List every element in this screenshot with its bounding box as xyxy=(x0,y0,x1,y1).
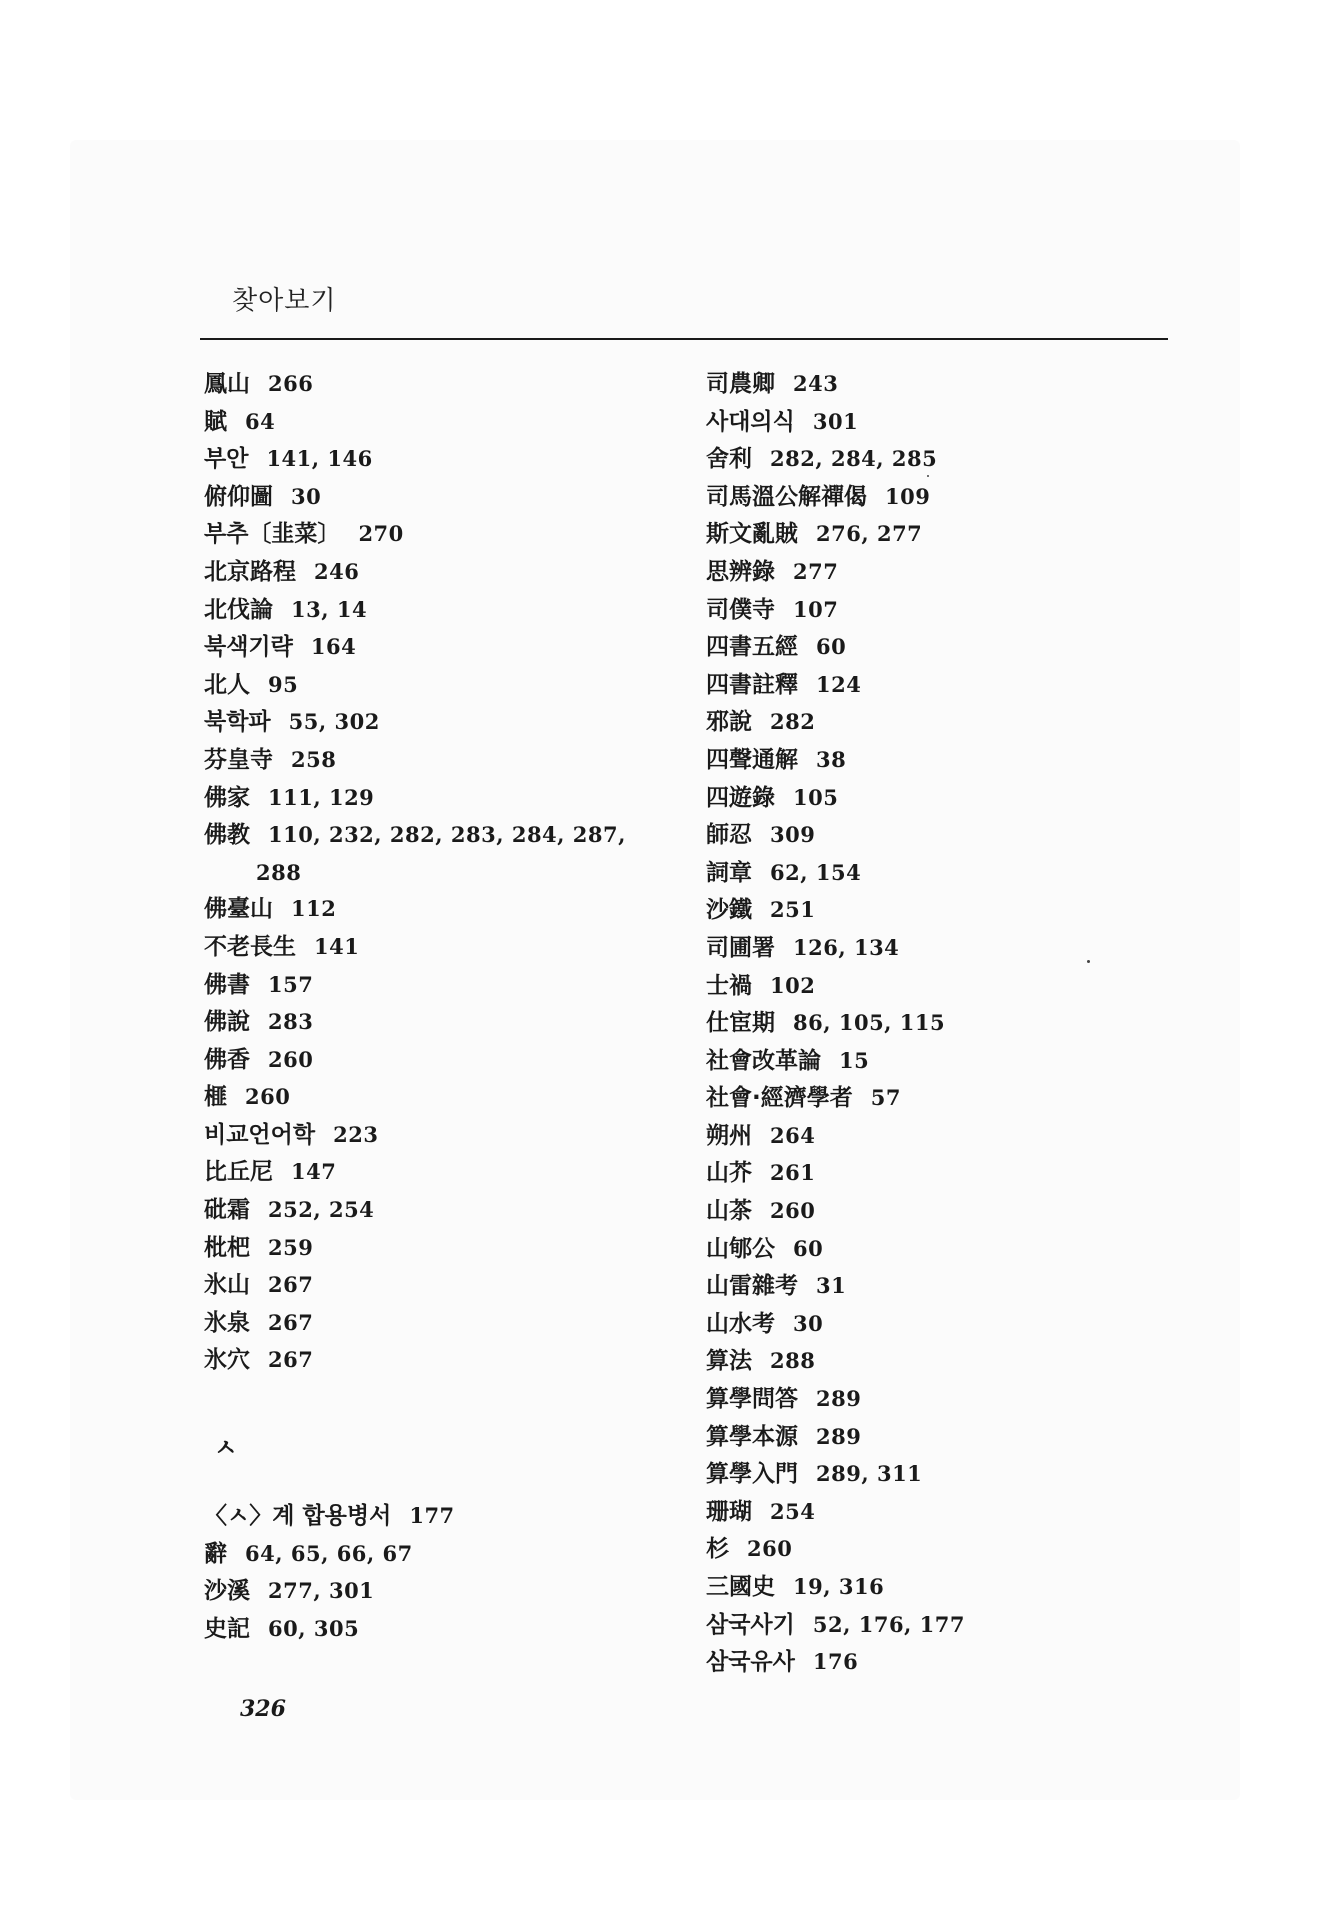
index-entry-pages: 267 xyxy=(268,1309,314,1335)
index-entry xyxy=(706,1531,1136,1569)
index-entry-term: 佛家 xyxy=(204,784,250,811)
header-rule xyxy=(200,338,1168,340)
index-entry-pages: 124 xyxy=(816,671,862,697)
index-entry xyxy=(706,1080,1136,1118)
index-entry xyxy=(706,592,1136,630)
index-entry xyxy=(204,1042,674,1080)
index-entry-term: 北人 xyxy=(204,671,250,698)
index-entry xyxy=(204,929,674,967)
index-entry-pages: 64, 65, 66, 67 xyxy=(245,1540,413,1566)
index-entry-term: 北伐論 xyxy=(204,596,273,623)
index-entry-pages: 177 xyxy=(409,1503,455,1528)
index-entry-pages: 282, 284, 285 xyxy=(770,446,938,472)
index-entry-pages: 109 xyxy=(885,483,931,509)
index-entry-term: 算學入門 xyxy=(706,1461,798,1488)
index-entry-pages: 266 xyxy=(268,371,314,396)
index-entry xyxy=(204,479,674,517)
index-entry-pages: 60 xyxy=(816,634,847,660)
index-entry-term: 佛香 xyxy=(204,1046,250,1073)
index-entry xyxy=(706,1268,1136,1306)
index-entry xyxy=(204,1498,674,1536)
index-entry-pages: 277 xyxy=(793,558,839,584)
index-entry xyxy=(706,1607,1136,1645)
index-entry xyxy=(706,1494,1136,1532)
index-entry-term: 社會·經濟學者 xyxy=(706,1085,853,1112)
index-entry xyxy=(706,780,1136,818)
index-entry xyxy=(706,1343,1136,1381)
index-entry-pages: 31 xyxy=(816,1273,847,1299)
index-entry-term: 算學問答 xyxy=(706,1386,798,1413)
index-entry-pages: 141, 146 xyxy=(266,446,373,472)
index-entry-term: 四聲通解 xyxy=(706,746,798,773)
index-entry-pages: 260 xyxy=(268,1046,314,1072)
index-entry-term: 山茶 xyxy=(706,1198,752,1225)
index-entry xyxy=(706,1043,1136,1081)
index-entry-pages: 243 xyxy=(793,371,839,396)
index-entry xyxy=(706,516,1136,554)
index-entry-pages: 95 xyxy=(268,671,299,697)
index-entry xyxy=(706,1456,1136,1494)
index-entry-term: 思辨錄 xyxy=(706,558,775,585)
running-head: 찾아보기 xyxy=(232,286,337,316)
index-entry xyxy=(204,1117,674,1155)
index-entry-term: 氷穴 xyxy=(204,1347,250,1374)
index-entry-pages: 157 xyxy=(268,971,314,997)
index-entry-pages: 86, 105, 115 xyxy=(793,1010,946,1036)
index-entry xyxy=(204,1573,674,1611)
index-entry xyxy=(204,592,674,630)
index-entry xyxy=(706,1419,1136,1457)
index-entry-term: 四遊錄 xyxy=(706,784,775,811)
index-entry-pages: 276, 277 xyxy=(816,521,923,547)
index-entry xyxy=(204,516,674,554)
index-entry xyxy=(706,1231,1136,1269)
index-entry xyxy=(706,554,1136,592)
index-entry-pages: 289 xyxy=(816,1386,862,1412)
index-entry-term: 四書五經 xyxy=(706,634,798,661)
index-entry-term: 司圃署 xyxy=(706,934,775,961)
index-entry-pages: 60, 305 xyxy=(268,1615,360,1641)
index-entry-pages: 267 xyxy=(268,1347,314,1373)
page-number: 326 xyxy=(240,1696,286,1722)
index-entry xyxy=(706,704,1136,742)
index-entry-pages: 261 xyxy=(770,1160,816,1186)
index-entry xyxy=(204,1230,674,1268)
index-entry-pages: 223 xyxy=(333,1121,379,1147)
index-entry-pages: 258 xyxy=(291,746,337,772)
index-entry xyxy=(706,968,1136,1006)
index-entry-pages: 288 xyxy=(770,1348,816,1374)
index-entry-pages: 259 xyxy=(268,1234,314,1260)
index-entry xyxy=(204,1267,674,1305)
index-entry xyxy=(706,441,1136,479)
index-entry-term: 士禍 xyxy=(706,972,752,999)
index-entry xyxy=(706,1306,1136,1344)
index-entry-term: 算學本源 xyxy=(706,1423,798,1450)
index-entry xyxy=(706,629,1136,667)
index-entry-term: 山芥 xyxy=(706,1160,752,1187)
index-entry-pages: 277, 301 xyxy=(268,1578,375,1604)
index-entry xyxy=(204,667,674,705)
index-entry-term: 부안 xyxy=(204,446,249,473)
index-entry-term: 師忍 xyxy=(706,822,752,849)
index-entry-term: 沙鐵 xyxy=(706,897,752,924)
index-entry-term: 砒霜 xyxy=(204,1197,250,1224)
index-entry-pages: 264 xyxy=(770,1122,816,1148)
index-entry xyxy=(204,441,674,479)
index-entry-pages: 289 xyxy=(816,1423,862,1449)
index-entry-term: 鳳山 xyxy=(204,371,250,397)
index-entry-term: 삼국사기 xyxy=(706,1611,795,1638)
index-entry xyxy=(204,817,674,891)
index-entry-pages: 55, 302 xyxy=(288,709,380,735)
index-entry-term: 史記 xyxy=(204,1615,250,1642)
index-entry-pages: 111, 129 xyxy=(268,784,375,810)
index-entry-term: 氷山 xyxy=(204,1272,250,1299)
index-entry-term: 俯仰圖 xyxy=(204,483,273,510)
index-entry-term: 비교언어학 xyxy=(204,1121,316,1148)
index-entry xyxy=(204,891,674,929)
index-entry-pages: 301 xyxy=(812,408,859,434)
index-entry xyxy=(204,1192,674,1230)
index-entry-pages: 15 xyxy=(839,1047,870,1073)
index-entry xyxy=(204,742,674,780)
index-entry xyxy=(706,817,1136,855)
index-entry xyxy=(706,1118,1136,1156)
index-entry-term: 山水考 xyxy=(706,1310,775,1337)
index-entry xyxy=(706,667,1136,705)
index-entry-pages: 147 xyxy=(291,1159,337,1185)
index-column-left-section xyxy=(204,1498,674,1648)
index-entry-term: 四書註釋 xyxy=(706,671,798,698)
index-entry-pages: 60 xyxy=(793,1235,824,1261)
index-entry-pages: 254 xyxy=(770,1498,816,1524)
index-entry-pages: 260 xyxy=(747,1536,793,1562)
index-entry xyxy=(204,780,674,818)
index-entry-pages: 260 xyxy=(245,1084,291,1110)
index-entry-term: 比丘尼 xyxy=(204,1159,273,1186)
index-entry-term: 司僕寺 xyxy=(706,596,775,623)
index-entry-pages: 309 xyxy=(770,822,816,848)
index-entry-term: 辭 xyxy=(204,1540,227,1567)
index-entry xyxy=(204,1079,674,1117)
index-entry-term: 三國史 xyxy=(706,1574,775,1600)
index-entry xyxy=(706,892,1136,930)
index-entry xyxy=(706,1155,1136,1193)
index-entry-pages: 30 xyxy=(793,1310,824,1336)
index-entry-pages: 289, 311 xyxy=(816,1461,923,1487)
index-entry xyxy=(204,1536,674,1574)
index-entry-pages: 105 xyxy=(793,784,839,810)
index-entry-pages: 260 xyxy=(770,1198,816,1224)
index-entry-pages: 19, 316 xyxy=(793,1574,885,1599)
index-entry-term: 佛臺山 xyxy=(204,896,273,923)
index-entry-pages: 141 xyxy=(314,933,360,959)
section-heading: ㅅ xyxy=(214,1434,238,1462)
index-entry xyxy=(706,742,1136,780)
index-entry-term: 榧 xyxy=(204,1084,227,1111)
index-entry-pages: 267 xyxy=(268,1272,314,1298)
index-entry xyxy=(204,1154,674,1192)
index-entry-term: 芬皇寺 xyxy=(204,746,273,773)
index-entry-term: 社會改革論 xyxy=(706,1047,821,1074)
index-entry xyxy=(204,1342,674,1380)
index-entry-term: 舍利 xyxy=(706,446,752,473)
index-entry-pages: 176 xyxy=(812,1649,859,1675)
index-entry-pages: 164 xyxy=(310,634,357,660)
index-entry-pages: 57 xyxy=(870,1085,901,1111)
index-entry xyxy=(706,1569,1136,1607)
index-entry xyxy=(204,554,674,592)
index-entry-term: 朔州 xyxy=(706,1122,752,1149)
index-entry-term: 沙溪 xyxy=(204,1578,250,1605)
index-entry xyxy=(204,1611,674,1649)
index-entry xyxy=(204,1004,674,1042)
index-entry-term: 氷泉 xyxy=(204,1309,250,1336)
index-entry-term: 〈ㅅ〉계 합용병서 xyxy=(204,1503,392,1529)
index-entry-pages: 110, 232, 282, 283, 284, 287, xyxy=(268,822,626,848)
index-entry-term: 斯文亂賊 xyxy=(706,521,798,548)
print-speck xyxy=(1087,960,1090,963)
index-entry xyxy=(204,404,674,442)
print-speck xyxy=(927,475,929,477)
index-entry xyxy=(706,855,1136,893)
index-entry-term: 不老長生 xyxy=(204,933,296,960)
index-entry-term: 佛教 xyxy=(204,822,250,849)
index-entry xyxy=(204,366,674,404)
index-column-right xyxy=(706,366,1136,1682)
index-entry-term: 邪說 xyxy=(706,709,752,736)
index-entry-pages: 30 xyxy=(291,483,322,509)
index-entry-term: 사대의식 xyxy=(706,408,795,435)
index-entry xyxy=(706,1381,1136,1419)
index-entry-term: 枇杷 xyxy=(204,1234,250,1261)
index-entry-term: 북학파 xyxy=(204,709,271,736)
index-entry xyxy=(706,404,1136,442)
index-entry xyxy=(706,1644,1136,1682)
index-entry-term: 山郇公 xyxy=(706,1235,775,1262)
index-entry-term: 삼국유사 xyxy=(706,1649,795,1676)
index-entry-term: 賦 xyxy=(204,408,227,435)
index-entry-term: 司馬溫公解禪偈 xyxy=(706,483,867,510)
index-entry-pages: 252, 254 xyxy=(268,1197,375,1223)
index-entry-term: 佛書 xyxy=(204,971,250,998)
index-entry xyxy=(706,1005,1136,1043)
index-entry xyxy=(706,1193,1136,1231)
index-entry-term: 詞章 xyxy=(706,859,752,886)
index-entry-pages: 13, 14 xyxy=(291,596,368,622)
index-entry-pages: 126, 134 xyxy=(793,934,900,960)
index-entry-pages: 64 xyxy=(245,408,276,434)
index-entry-pages: 102 xyxy=(770,972,816,998)
index-entry-term: 山雷雜考 xyxy=(706,1273,798,1300)
index-entry-pages: 112 xyxy=(291,896,337,922)
index-entry-term: 북색기략 xyxy=(204,634,293,661)
index-entry xyxy=(204,629,674,667)
index-entry-pages: 283 xyxy=(268,1009,314,1035)
index-entry-term: 仕宦期 xyxy=(706,1010,775,1037)
index-entry xyxy=(204,1305,674,1343)
index-entry xyxy=(706,479,1136,517)
index-entry-term: 珊瑚 xyxy=(706,1498,752,1525)
index-entry-term: 부추〔韭菜〕 xyxy=(204,521,341,548)
index-entry-term: 司農卿 xyxy=(706,371,775,397)
index-entry-term: 北京路程 xyxy=(204,558,296,585)
index-entry xyxy=(204,704,674,742)
index-entry-pages-continued: 288 xyxy=(256,859,302,885)
index-entry xyxy=(706,366,1136,404)
index-entry-term: 算法 xyxy=(706,1348,752,1375)
index-entry-pages: 282 xyxy=(770,709,816,735)
index-entry-term: 佛說 xyxy=(204,1009,250,1036)
index-entry-pages: 52, 176, 177 xyxy=(812,1611,966,1637)
index-entry-pages: 246 xyxy=(314,558,360,584)
index-entry-pages: 251 xyxy=(770,897,816,923)
index-entry xyxy=(204,967,674,1005)
index-entry-pages: 107 xyxy=(793,596,839,622)
index-entry xyxy=(706,930,1136,968)
index-entry-pages: 38 xyxy=(816,746,847,772)
index-entry-term: 杉 xyxy=(706,1536,729,1563)
index-column-left xyxy=(204,366,674,1380)
index-entry-pages: 270 xyxy=(358,521,404,547)
index-entry-pages: 62, 154 xyxy=(770,859,862,885)
